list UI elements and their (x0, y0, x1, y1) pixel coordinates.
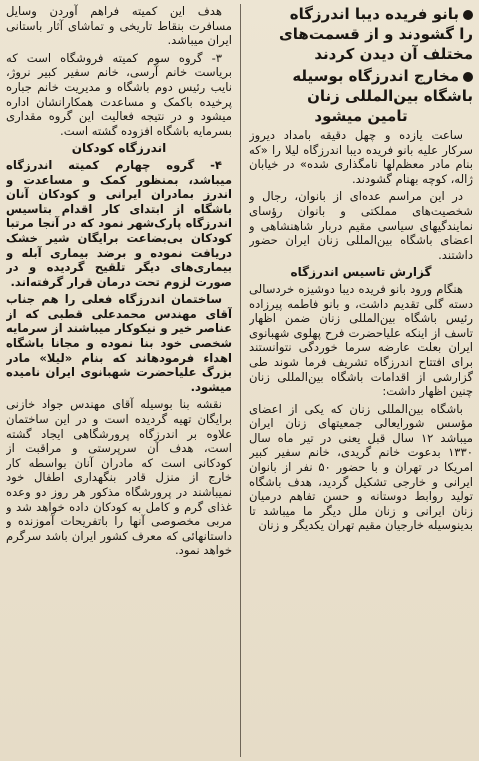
headline-funding (249, 66, 473, 126)
headline-line: بانو فریده دیبا اندرزگاه (289, 5, 459, 23)
paragraph: در این مراسم عده‌ای از بانوان، رجال و شخصیت‌های مملکتی و بانوان رؤسای نمایندگیهای سیاسی مقیم دربار شاهنشاهی و اعضای باشگاه بین‌المللی زنان ایران حضور داشتند. (249, 189, 473, 262)
paragraph: ساختمان اندرزگاه فعلی را هم جناب آقای مهندس محمدعلی قطبی که از عناصر خیر و نیکوکار میباشند از سرمایه شخصی خود بنا نموده و مجانا باشگاه اهداء فرمودهاند که بنام «لیلا» مادر بزرگ علیاحضرت شهبانوی ایران نامیده میشود. (6, 292, 232, 394)
headline-opening (249, 4, 473, 64)
paragraph: هدف این کمیته فراهم آوردن وسایل مسافرت بنقاط تاریخی و تماشای آثار باستانی ایران میباشد. (6, 4, 232, 48)
bullet-icon (463, 72, 473, 82)
headline-line: تامین میشود (314, 107, 408, 125)
headline-line: مختلف آن دیدن کردند (314, 45, 473, 63)
headline-line: باشگاه بین‌المللی زنان (307, 87, 473, 105)
headline-line: مخارج اندرزگاه بوسیله (292, 67, 459, 85)
headline-line: را گشودند و از قسمت‌های (279, 25, 473, 43)
paragraph: ساعت یازده و چهل دقیقه بامداد دیروز سرکار علیه بانو فریده دیبا اندرزگاه لیلا را «که بنام مادر معظم‌لها نامگذاری شده» در خیابان ژاله، کوچه بهنام گشودند. (249, 128, 473, 186)
right-column (249, 4, 473, 757)
paragraph: هنگام ورود بانو فریده دیبا دوشیزه خردسالی دسته گلی تقدیم داشت، و بانو فاطمه پیرزاده رئیس باشگاه بین‌المللی زنان ضمن اظهار تاسف از اینکه علیاحضرت فرح پهلوی شهبانوی ایران بعلت عارضه سرما خوردگی نتوانستند برای افتتاح اندرزگاه تشریف فرما شوند طی گزارشی از اقدامات باشگاه بین‌المللی زنان چنین اظهار داشت: (249, 281, 473, 399)
subheading: اندرزگاه کودکان (71, 141, 167, 156)
bullet-icon (463, 10, 473, 20)
paragraph: ۴- گروه چهارم کمیته اندرزگاه میباشد، بمنظور کمک و مساعدت و اندرز بمادران ایرانی و کودکان آنان باشگاه از ابتدای کار اقدام بتاسیس اندرزگاه پارک‌شهر نمود که در آنجا مرتبا کودکان بی‌بضاعت برایگان شیر خشک دریافت نموده و برضد بیماری آبله و بیماری‌های دیگر تلقیح گردیده و در صورت لزوم تحت درمان قرار گرفته‌اند. (6, 157, 232, 289)
paragraph: باشگاه بین‌المللی زنان که یکی از اعضای مؤسس شورایعالی جمعیتهای زنان ایران میباشد ۱۲ سال قبل یعنی در تیر ماه سال ۱۳۳۰ بدعوت خانم گریدی، خانم سفیر کبیر امریکا در تهران و با حضور ۵۰ نفر از بانوان ایرانی و خارجی تشکیل گردید، هدف باشگاه تولید روابط دوستانه و حسن تفاهم درمیان زنان ایرانی و زنان ملل دیگر ما میباشد تا بدینوسیله خارجیان مقیم تهران یکدیگر و زنان (249, 401, 473, 533)
paragraph: نقشه بنا بوسیله آقای مهندس جواد خازنی برایگان تهیه گردیده است و در این ساختمان علاوه بر اندرزگاه پرورشگاهی ایجاد گشته است، هدف آن سرپرستی و مراقبت از کودکانی است که مادران آنان بواسطه کار خارج از منزل قادر بنگهداری اطفال خود نمیباشند در پرورشگاه مذکور هر روز دو وعده غذای گرم و کامل به کودکان داده خواهد شد و مربی مخصوصی آنها را باتفریحات آموزنده و داستانهائی که معرف کشور ایران باشد سرگرم خواهد نمود. (6, 397, 232, 558)
column-divider (240, 4, 241, 757)
paragraph: ۳- گروه سوم کمیته فروشگاه است که بریاست خانم آرسی، خانم سفیر کبیر نروژ، نایب رئیس دوم باشگاه و مدیریت خانم جباره پرخیده باکمک و مساعدت همکارانشان اداره میشود و در نتیجه فعالیت این گروه مقداری بسرمایه باشگاه افزوده گشته است. (6, 50, 232, 138)
subheading: گزارش تاسیس اندرزگاه (290, 265, 432, 280)
left-column (6, 4, 232, 757)
